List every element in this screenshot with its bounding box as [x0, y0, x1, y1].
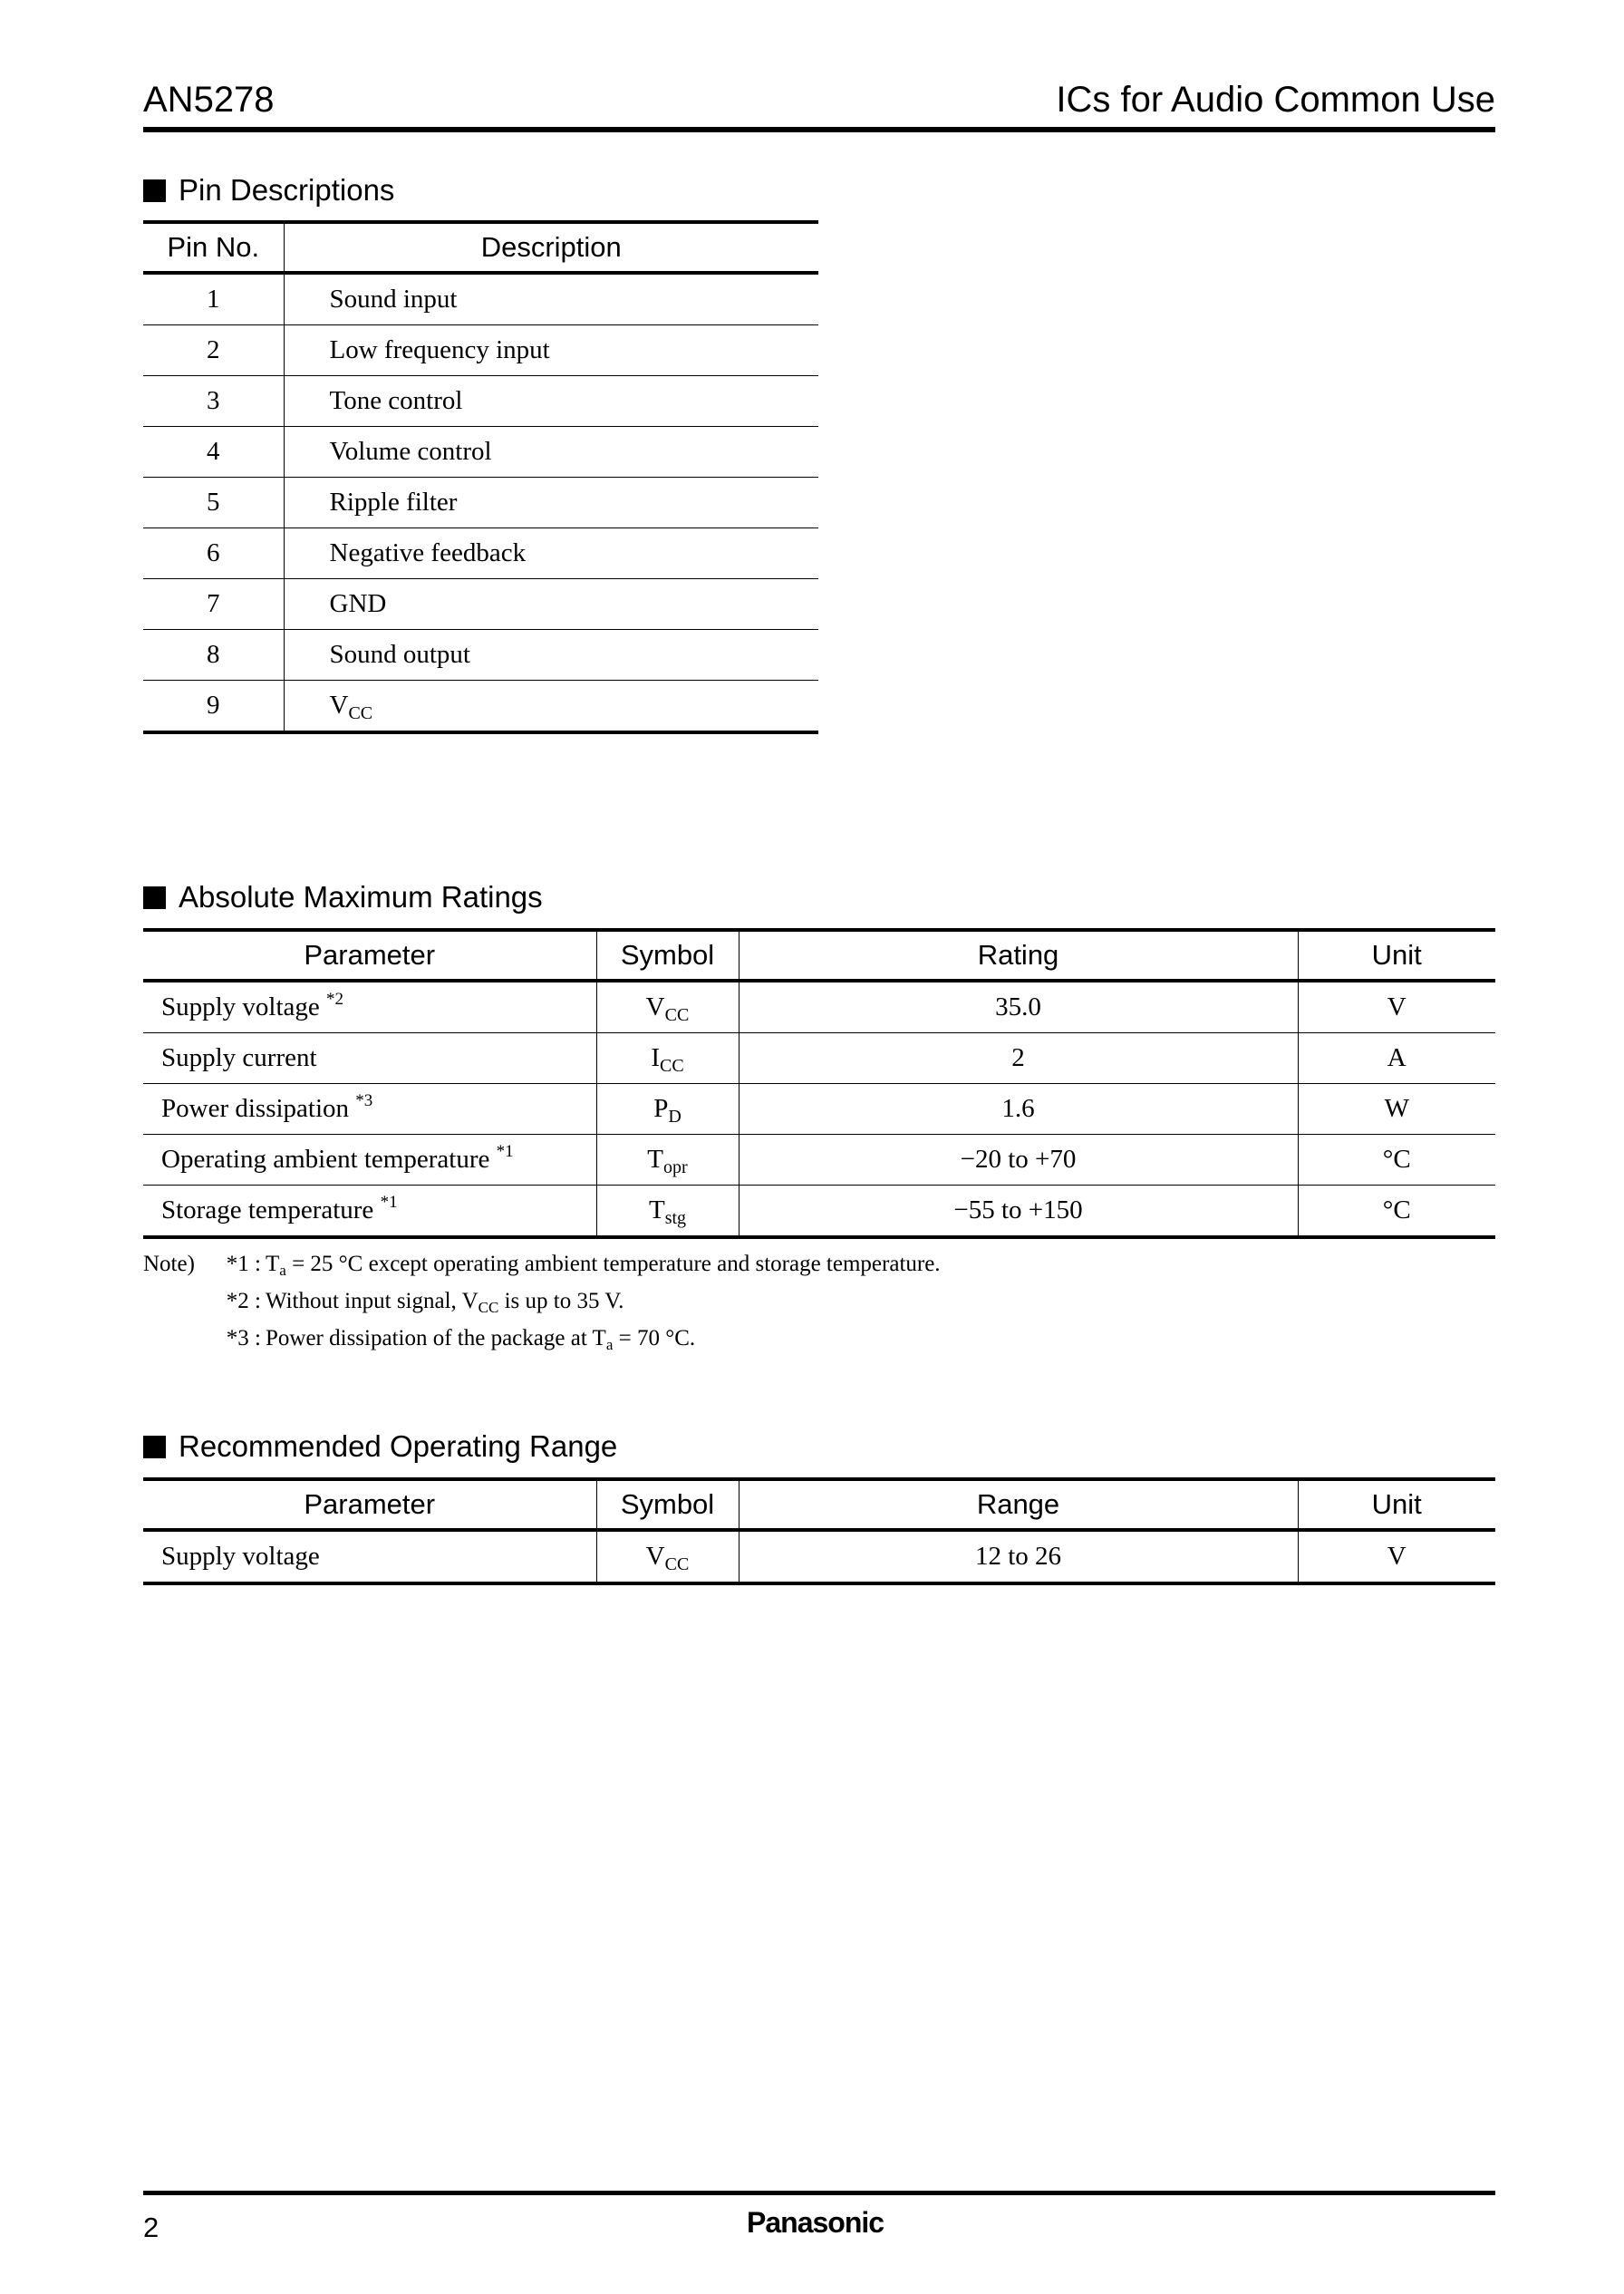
- table-row: [143, 427, 818, 478]
- column-header: Description: [284, 222, 818, 273]
- parameter-name: Storage temperature: [161, 1195, 374, 1224]
- pin-number: 7: [143, 579, 284, 630]
- recommended-heading: [143, 1428, 617, 1465]
- table-row: [143, 528, 818, 579]
- table-row: [143, 1186, 1495, 1238]
- symbol-letter: P: [653, 1094, 669, 1123]
- column-header: Symbol: [596, 930, 739, 981]
- column-header: Parameter: [143, 1479, 596, 1530]
- pin-number: 8: [143, 630, 284, 681]
- page-footer: [143, 2191, 1495, 2250]
- pin-number: 2: [143, 325, 284, 376]
- table-header-row: [143, 1479, 1495, 1530]
- brand-logo: Panasonic: [747, 2206, 884, 2239]
- unit-cell: A: [1298, 1033, 1495, 1084]
- rating-cell: 1.6: [739, 1084, 1298, 1135]
- pin-description: Volume control: [284, 427, 818, 478]
- column-header: Pin No.: [143, 222, 284, 273]
- note-text-part: = 25 °C except operating ambient temperature and storage temperature.: [285, 1252, 941, 1276]
- note-prefix: Note): [143, 1252, 195, 1276]
- parameter-cell: [143, 981, 596, 1033]
- table-row: [143, 273, 818, 325]
- note-subscript: a: [279, 1262, 286, 1279]
- pin-description: Ripple filter: [284, 478, 818, 528]
- pin-number: 6: [143, 528, 284, 579]
- note-ref: *1: [380, 1193, 398, 1212]
- unit-cell: °C: [1298, 1186, 1495, 1238]
- square-bullet-icon: [143, 179, 166, 202]
- symbol-cell: [596, 1084, 739, 1135]
- square-bullet-icon: [143, 886, 166, 909]
- rating-cell: −20 to +70: [739, 1135, 1298, 1186]
- symbol-subscript: CC: [664, 1554, 690, 1574]
- symbol-cell: [596, 1033, 739, 1084]
- symbol-cell: [596, 1530, 739, 1583]
- rating-cell: −55 to +150: [739, 1186, 1298, 1238]
- absolute-max-heading: [143, 879, 543, 915]
- pin-number: 9: [143, 681, 284, 733]
- parameter-cell: [143, 1186, 596, 1238]
- pin-number: 1: [207, 285, 220, 314]
- note-text: [266, 1283, 624, 1320]
- document-category: ICs for Audio Common Use: [1056, 80, 1495, 120]
- symbol-letter: V: [645, 1542, 665, 1571]
- range-cell: 12 to 26: [739, 1530, 1298, 1583]
- page-number: 2: [143, 2212, 160, 2243]
- square-bullet-icon: [143, 1436, 166, 1458]
- note-text-part: is up to 35 V.: [498, 1289, 624, 1313]
- note-subscript: CC: [478, 1299, 499, 1316]
- note-text-part: Without input signal, V: [266, 1289, 478, 1313]
- table-header-row: [143, 930, 1495, 981]
- part-number: AN5278: [143, 80, 275, 120]
- pin-description: Negative feedback: [284, 528, 818, 579]
- pin-description: Sound output: [284, 630, 818, 681]
- pin-description: Tone control: [284, 376, 818, 427]
- unit-cell: W: [1298, 1084, 1495, 1135]
- table-row: [143, 981, 1495, 1033]
- column-header: Parameter: [143, 930, 596, 981]
- note-text: [266, 1245, 941, 1283]
- note-mark: *1 :: [226, 1252, 261, 1276]
- absolute-max-table: [143, 928, 1495, 1239]
- symbol-subscript: CC: [659, 1056, 684, 1076]
- table-row: [143, 1084, 1495, 1135]
- symbol-subscript: CC: [348, 703, 373, 723]
- note-ref: *1: [496, 1142, 514, 1161]
- absolute-max-title: Absolute Maximum Ratings: [179, 880, 543, 914]
- note-mark: *3 :: [226, 1326, 261, 1350]
- table-row: [143, 1135, 1495, 1186]
- parameter-name: Power dissipation: [161, 1094, 350, 1123]
- symbol-letter: T: [648, 1195, 665, 1224]
- parameter-name: Supply current: [161, 1043, 317, 1072]
- parameter-cell: Supply voltage: [143, 1530, 596, 1583]
- column-header: Range: [739, 1479, 1298, 1530]
- pin-description: GND: [284, 579, 818, 630]
- parameter-cell: [143, 1084, 596, 1135]
- pin-number: 4: [143, 427, 284, 478]
- symbol-letter: I: [651, 1043, 660, 1072]
- note-text-part: Power dissipation of the package at T: [266, 1326, 606, 1350]
- table-row: [143, 630, 818, 681]
- table-row: [143, 579, 818, 630]
- unit-cell: V: [1298, 1530, 1495, 1583]
- column-header: Rating: [739, 930, 1298, 981]
- note-mark: *2 :: [226, 1289, 261, 1313]
- column-header: Unit: [1298, 930, 1495, 981]
- symbol-subscript: D: [668, 1107, 682, 1127]
- parameter-name: Operating ambient temperature: [161, 1145, 490, 1174]
- pin-number: 5: [143, 478, 284, 528]
- column-header: Unit: [1298, 1479, 1495, 1530]
- symbol-letter: V: [329, 691, 349, 720]
- column-header: Symbol: [596, 1479, 739, 1530]
- note-ref: *2: [326, 990, 344, 1009]
- symbol-subscript: stg: [664, 1208, 687, 1228]
- table-row: [143, 325, 818, 376]
- symbol-letter: V: [645, 992, 665, 1021]
- pin-descriptions-title: Pin Descriptions: [179, 173, 395, 207]
- note-subscript: a: [605, 1336, 614, 1353]
- recommended-range-table: [143, 1477, 1495, 1585]
- note-text-part: T: [266, 1252, 280, 1276]
- pin-description: Low frequency input: [284, 325, 818, 376]
- symbol-cell: [596, 981, 739, 1033]
- symbol-letter: T: [647, 1145, 664, 1174]
- unit-cell: °C: [1298, 1135, 1495, 1186]
- parameter-name: Supply voltage: [161, 992, 320, 1021]
- note-text: [266, 1320, 695, 1357]
- pin-description: [284, 681, 818, 733]
- pin-description: Sound input: [284, 273, 818, 325]
- table-header-row: [143, 222, 818, 273]
- recommended-title: Recommended Operating Range: [179, 1429, 618, 1463]
- symbol-subscript: opr: [663, 1157, 688, 1177]
- rating-cell: 35.0: [739, 981, 1298, 1033]
- note-text-part: = 70 °C.: [613, 1326, 696, 1350]
- symbol-cell: [596, 1186, 739, 1238]
- unit-cell: V: [1298, 981, 1495, 1033]
- symbol-subscript: CC: [664, 1005, 690, 1025]
- parameter-cell: [143, 1135, 596, 1186]
- page-header: [143, 74, 1495, 132]
- table-row: [143, 1530, 1495, 1583]
- parameter-cell: [143, 1033, 596, 1084]
- table-row: [143, 681, 818, 733]
- table-row: [143, 1033, 1495, 1084]
- pin-number: 3: [143, 376, 284, 427]
- note-ref: *3: [355, 1091, 373, 1110]
- table-row: [143, 376, 818, 427]
- table-row: [143, 478, 818, 528]
- rating-cell: 2: [739, 1033, 1298, 1084]
- pin-descriptions-table: [143, 220, 818, 734]
- symbol-cell: [596, 1135, 739, 1186]
- pin-descriptions-heading: [143, 172, 394, 208]
